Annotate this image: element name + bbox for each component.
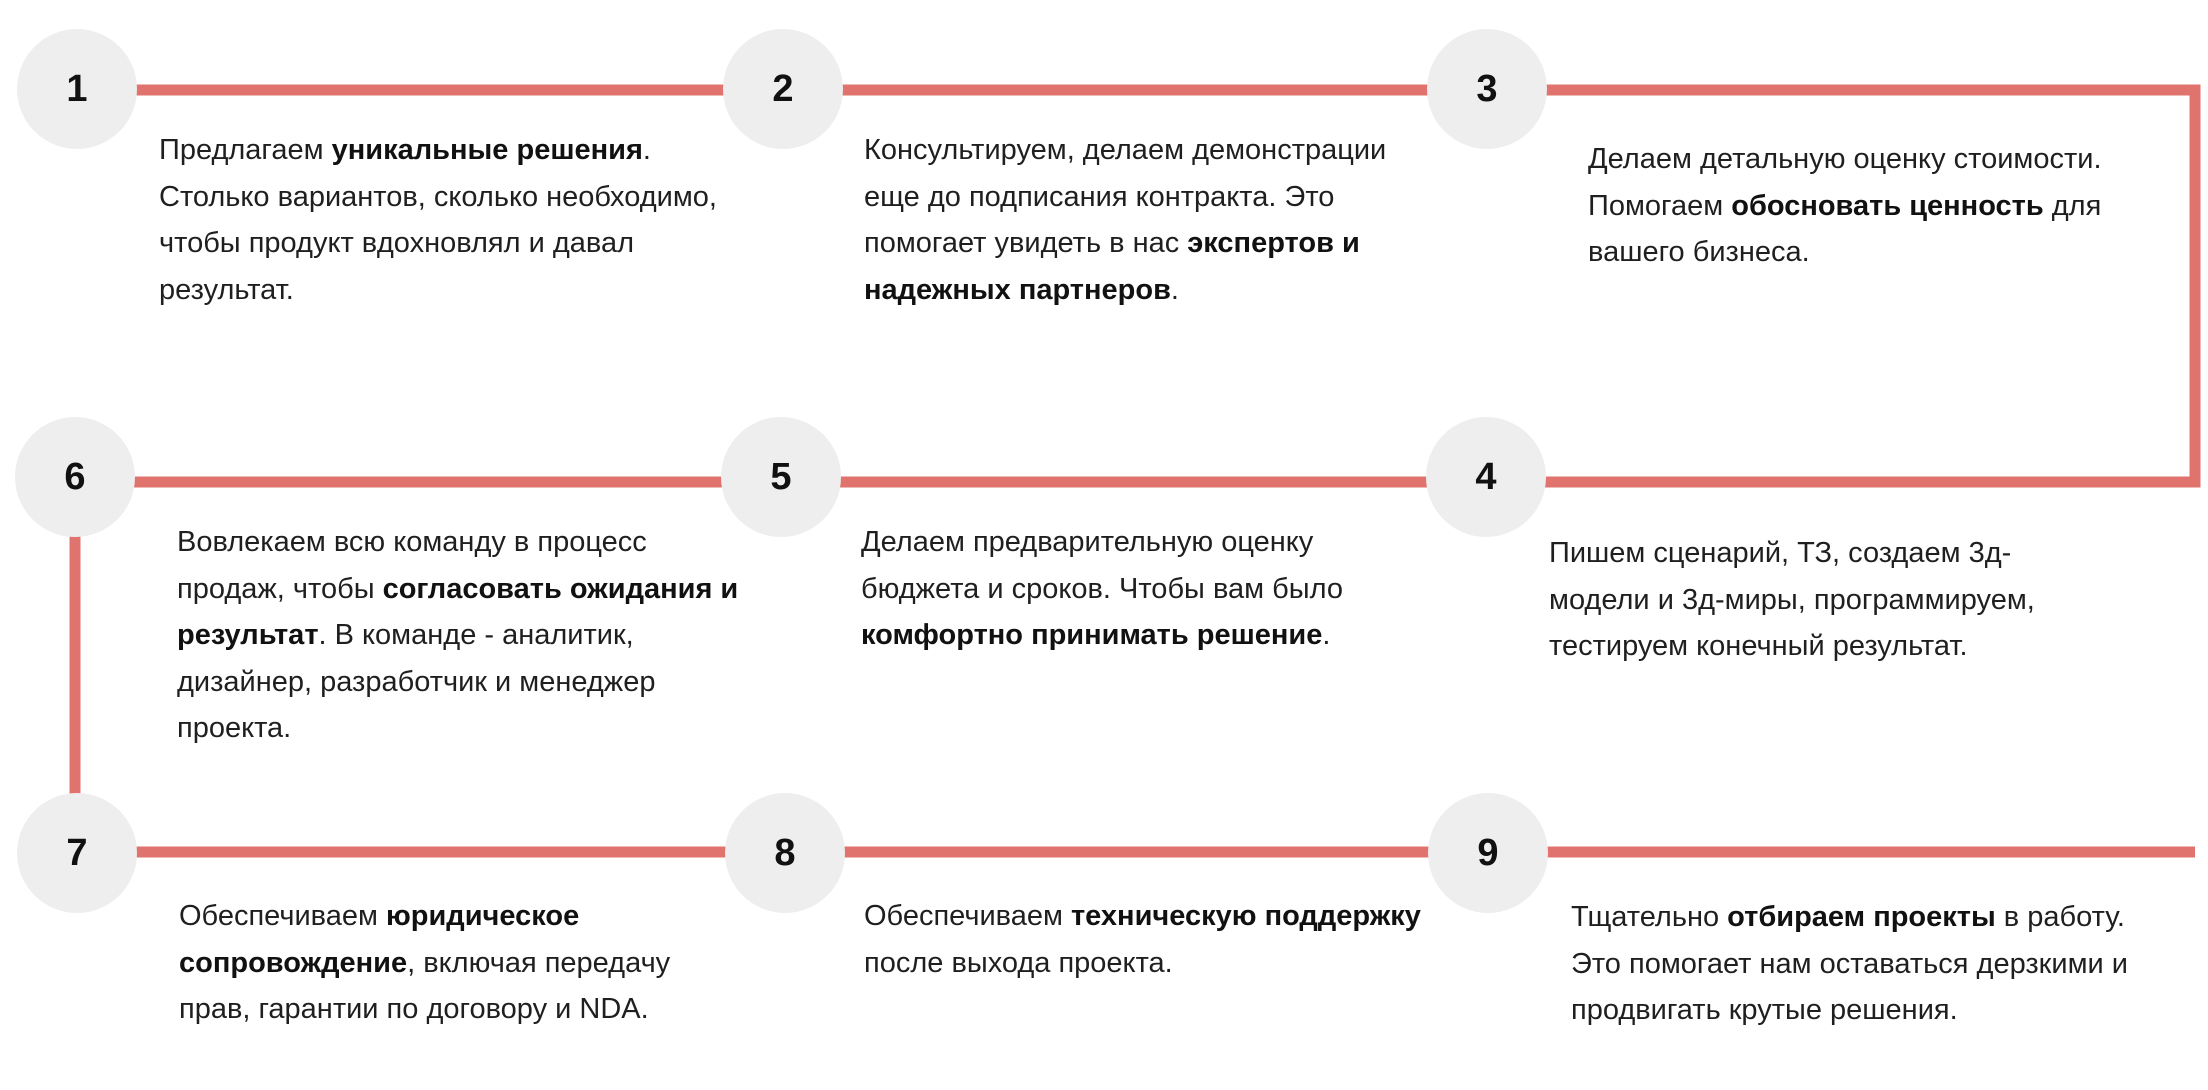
step-3-description: [1588, 136, 2148, 276]
step-2-number: 2: [772, 67, 794, 110]
step-9-description: [1571, 894, 2131, 1034]
step-3-text-2: обосновать ценность: [1731, 189, 2044, 222]
step-9-text-1: Тщательно: [1571, 901, 1728, 933]
step-3-circle: [1427, 29, 1547, 149]
step-3-number: 3: [1476, 67, 1498, 110]
step-4-description: [1549, 530, 2109, 670]
step-8-text-2: техническую поддержку: [1070, 900, 1421, 932]
step-5-description: [861, 519, 1421, 659]
step-5-text-1: Делаем предварительную оценку бюджета и сроков. Чтобы вам было: [861, 526, 1343, 605]
step-8-circle: [725, 793, 845, 913]
step-1-circle: [17, 29, 137, 149]
step-4-circle: [1426, 417, 1546, 537]
step-3-text-1: Делаем детальную оценку стоимости. Помогаем: [1588, 143, 2102, 222]
step-9-circle: [1428, 793, 1548, 913]
step-8-text-1: Обеспечиваем: [864, 900, 1071, 932]
step-4-text-1: Пишем сценарий, ТЗ, создаем 3д-модели и 3д-миры, программируем, тестируем конечный результат.: [1549, 537, 2035, 662]
step-8-description: [864, 893, 1424, 986]
step-1-text-2: уникальные решения: [331, 134, 643, 166]
step-6-number: 6: [64, 455, 86, 498]
step-1-description: [159, 127, 739, 313]
step-2-description: [864, 127, 1444, 313]
step-7-text-1: Обеспечиваем: [179, 900, 386, 932]
step-9-text-2: отбираем проекты: [1727, 901, 1996, 933]
step-8-number: 8: [774, 831, 796, 874]
step-1-text-3: . Столько вариантов, сколько необходимо, чтобы продукт вдохновлял и давал результат.: [159, 134, 717, 306]
step-5-text-2: комфортно принимать решение: [861, 619, 1323, 651]
step-7-description: [179, 893, 739, 1033]
step-2-text-3: .: [1170, 273, 1179, 306]
step-6-description: [177, 519, 757, 752]
step-2-text-2: экспертов и надежных партнеров: [864, 227, 1360, 306]
step-6-text-3: . В команде - аналитик, дизайнер, разработчик и менеджер проекта.: [177, 619, 656, 744]
step-2-circle: [723, 29, 843, 149]
step-6-text-2: согласовать ожидания и результат: [177, 572, 739, 651]
step-7-circle: [17, 793, 137, 913]
step-2-text-1: Консультируем, делаем демонстрации еще до подписания контракта. Это помогает увидеть в нас: [864, 134, 1387, 259]
step-5-number: 5: [770, 455, 792, 498]
step-7-text-2: юридическое сопровождение: [179, 900, 580, 979]
step-3-text-3: для вашего бизнеса.: [1588, 189, 2102, 268]
step-6-text-1: Вовлекаем всю команду в процесс продаж, чтобы: [177, 526, 647, 605]
step-8-text-3: после выхода проекта.: [864, 946, 1173, 979]
step-1-number: 1: [66, 67, 88, 110]
step-7-text-3: , включая передачу прав, гарантии по договору и NDA.: [179, 946, 671, 1025]
step-1-text-1: Предлагаем: [159, 134, 332, 166]
step-7-number: 7: [66, 831, 88, 874]
step-9-text-3: в работу. Это помогает нам оставаться дерзкими и продвигать крутые решения.: [1571, 901, 2128, 1026]
step-9-number: 9: [1477, 831, 1499, 874]
step-5-text-3: .: [1322, 619, 1331, 651]
step-6-circle: [15, 417, 135, 537]
step-4-number: 4: [1475, 455, 1497, 498]
